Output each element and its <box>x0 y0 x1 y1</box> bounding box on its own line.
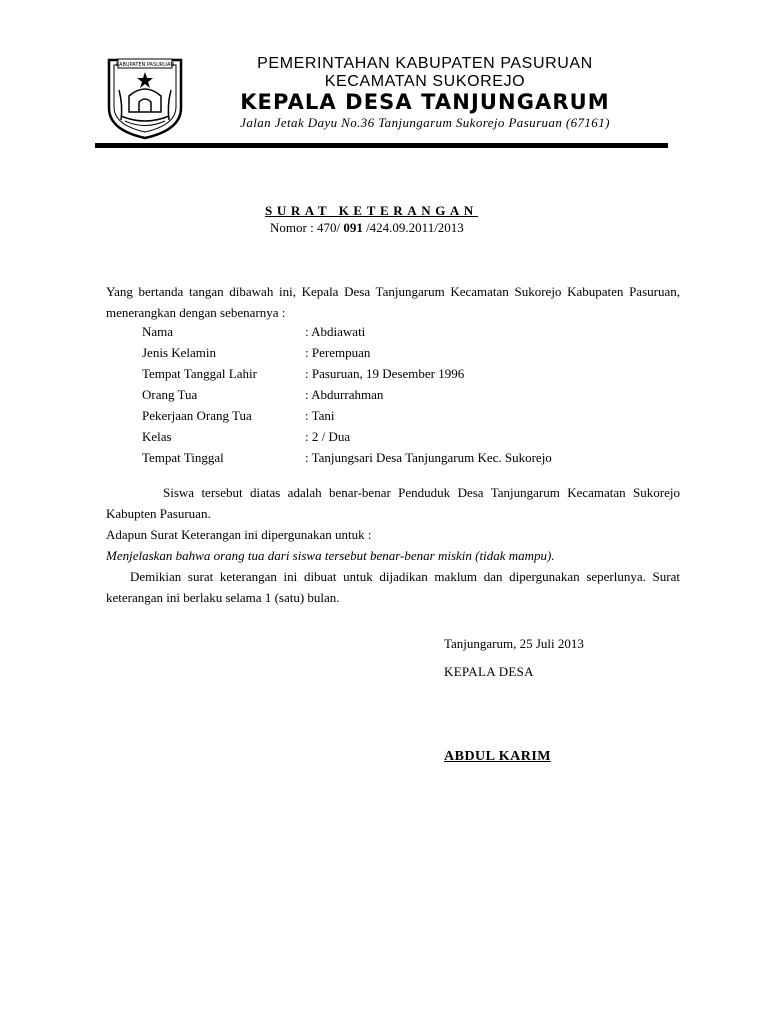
field-value-tempat-tanggal-lahir: : Pasuruan, 19 Desember 1996 <box>305 366 465 381</box>
field-label-kelas: Kelas <box>142 429 172 444</box>
field-value-nama: : Abdiawati <box>305 324 366 339</box>
letterhead-government: PEMERINTAHAN KABUPATEN PASURUAN <box>257 55 593 72</box>
field-label-tempat-tinggal: Tempat Tinggal <box>142 450 224 465</box>
letterhead-district: KECAMATAN SUKOREJO <box>324 73 526 90</box>
statement-paragraph: Siswa tersebut diatas adalah benar-benar Penduduk Desa Tanjungarum Kecamatan Sukorejo Kabupten Pasuruan. <box>106 485 680 521</box>
intro-paragraph: Yang bertanda tangan dibawah ini, Kepala Desa Tanjungarum Kecamatan Sukorejo Kabupaten Pasuruan, menerangkan dengan sebenarnya : <box>106 284 680 320</box>
field-label-nama: Nama <box>142 324 174 339</box>
field-value-jenis-kelamin: : Perempuan <box>305 345 371 360</box>
field-value-tempat-tinggal: : Tanjungsari Desa Tanjungarum Kec. Sukorejo <box>305 450 552 465</box>
field-value-orang-tua: : Abdurrahman <box>305 387 384 402</box>
letter-number <box>270 220 464 236</box>
field-label-orang-tua: Orang Tua <box>142 387 198 402</box>
letterhead-office: KEPALA DESA TANJUNGARUM <box>240 90 610 114</box>
letterhead-divider <box>95 143 668 148</box>
signature-place-date: Tanjungarum, 25 Juli 2013 <box>444 636 584 651</box>
field-label-tempat-tanggal-lahir: Tempat Tanggal Lahir <box>142 366 257 381</box>
signature-name: ABDUL KARIM <box>444 749 552 764</box>
letter-number-prefix: Nomor : 470/ <box>270 220 344 235</box>
field-label-jenis-kelamin: Jenis Kelamin <box>142 345 217 360</box>
regency-emblem-logo <box>105 50 185 140</box>
signature-position: KEPALA DESA <box>444 664 534 679</box>
svg-text:KABUPATEN PASURUAN: KABUPATEN PASURUAN <box>115 62 175 68</box>
purpose-statement: Menjelaskan bahwa orang tua dari siswa tersebut benar-benar miskin (tidak mampu). <box>106 548 555 563</box>
closing-paragraph: Demikian surat keterangan ini dibuat untuk dijadikan maklum dan dipergunakan seperlunya. Surat keterangan ini berlaku selama 1 (satu) bulan. <box>106 569 680 605</box>
letter-title: SURAT KETERANGAN <box>265 203 478 218</box>
field-value-pekerjaan-orang-tua: : Tani <box>305 408 335 423</box>
letter-number-value: 091 <box>343 220 363 235</box>
field-value-kelas: : 2 / Dua <box>305 429 351 444</box>
field-label-pekerjaan-orang-tua: Pekerjaan Orang Tua <box>142 408 252 423</box>
letterhead-address: Jalan Jetak Dayu No.36 Tanjungarum Sukorejo Pasuruan (67161) <box>240 115 610 130</box>
letter-number-suffix: /424.09.2011/2013 <box>362 220 464 235</box>
purpose-intro: Adapun Surat Keterangan ini dipergunakan untuk : <box>106 527 372 542</box>
